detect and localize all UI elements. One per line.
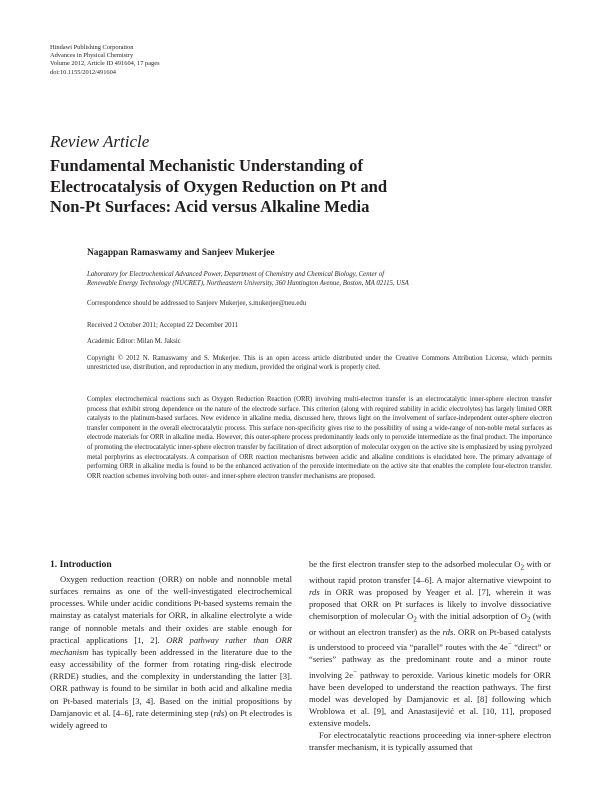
intro-paragraph-2: For electrocatalytic reactions proceeding via inner-sphere electron transfer mechanism, it is typically assumed that <box>309 730 551 753</box>
abstract: Complex electrochemical reactions such as Oxygen Reduction Reaction (ORR) involving multi-electron transfer is an electrocatalytic inner-sphere electron transfer process that exhibit strong dependence on the nature of the electrode surface. This criterion (along with required stability in acidic electrolytes) has largely limited ORR catalysts to the platinum-based surfaces. New evidence in alkaline media, discussed here, throws light on the involvement of surface-independent outer-sphere electron transfer component in the overall electrocatalytic process. This surface non-specificity gives rise to the possibility of using a wide-range of non-noble metal surfaces as electrode materials for ORR in alkaline media. However, this outer-sphere process predominantly leads only to peroxide intermediate as the final product. The importance of promoting the electrocatalytic inner-sphere electron transfer by facilitation of direct adsorption of molecular oxygen on the active site is emphasized by using pyrolyzed metal porphyrins as electrocatalysts. A comparison of ORR reaction mechanisms between acidic and alkaline conditions is elucidated here. The primary advantage of performing ORR in alkaline media is found to be the enhanced activation of the peroxide intermediate on the active site that enables the complete four-electron transfer. ORR reaction schemes involving both outer- and inner-sphere electron transfer mechanisms are proposed. <box>87 396 552 480</box>
received-dates: Received 2 October 2011; Accepted 22 December 2011 <box>87 322 239 329</box>
intro-paragraph-1 <box>50 573 292 731</box>
article-type: Review Article <box>50 132 150 151</box>
paper-title <box>50 156 530 218</box>
superscript: − <box>507 640 512 649</box>
body-column-right <box>309 558 551 754</box>
title-line-3: Non-Pt Surfaces: Acid versus Alkaline Media <box>50 197 370 216</box>
emphasis-text: ORR pathway rather than ORR mechanism <box>50 634 293 657</box>
body-column-left <box>50 573 292 731</box>
title-line-2: Electrocatalysis of Oxygen Reduction on Pt and <box>50 176 388 196</box>
affiliation-line-1: Laboratory for Electrochemical Advanced Power, Department of Chemistry and Chemical Biology, Center of <box>87 271 385 278</box>
authors: Nagappan Ramaswamy and Sanjeev Mukerjee <box>87 248 275 258</box>
emphasis-text: rds <box>213 707 225 718</box>
academic-editor: Academic Editor: Milan M. Jaksic <box>87 338 181 345</box>
publisher-name: Hindawi Publishing Corporation <box>50 44 134 51</box>
text-run: has typically been addressed in the literature due to the easy accessibility of the former from rotating ring-disk electrode (RRDE) studies, and the complexity in understanding the latter [3]. ORR pathway is found to be similar in both acid and alkaline media on Pt-based materials [3, 4]. Based on the initial propositions by Damjanovic et al. [4–6], rate determining step ( <box>50 646 292 718</box>
text-run: ) on Pt electrodes is widely agreed to <box>50 707 292 730</box>
text-run: . ORR on Pt-based catalysts is understood to proceed via “parallel” routes with the 4e <box>309 627 551 653</box>
intro-paragraph-1-cont <box>309 558 551 729</box>
section-heading: 1. Introduction <box>50 559 112 570</box>
subscript: 2 <box>413 616 417 625</box>
text-run: with the initial adsorption of O <box>416 611 527 622</box>
copyright-notice: Copyright © 2012 N. Ramaswamy and S. Mukerjee. This is an open access article distributed under the Creative Commons Attribution License, which permits unrestricted use, distribution, and reproduction in any medium, provided the original work is properly cited. <box>87 355 552 372</box>
text-run: be the first electron transfer step to the adsorbed molecular O <box>309 559 521 569</box>
affiliation-line-2: Renewable Energy Technology (NUCRET), Northeastern University, 360 Huntington Avenue, Boston, MA 02115, USA <box>87 280 409 288</box>
text-run: pathway to peroxide. Various kinetic models for ORR have been developed to understand the reaction pathways. The first model was developed by Damjanovic et al. [8] following which Wroblowa et al. [9], and Anastasijević et al. [10, 11], proposed extensive models. <box>309 669 551 729</box>
volume-info: Volume 2012, Article ID 491604, 17 pages <box>50 60 160 68</box>
subscript: 2 <box>520 563 525 572</box>
text-run: with or without rapid proton transfer [4–6]. A major alternative viewpoint to <box>309 559 551 585</box>
emphasis-text: rds <box>442 627 454 638</box>
title-line-1: Fundamental Mechanistic Understanding of <box>50 156 363 175</box>
text-run: “direct” or “series” pathway as the predominant route and a minor route involving 2e <box>309 642 551 680</box>
publisher-info <box>50 44 160 77</box>
text-run: (with or without an electron transfer) as the <box>309 611 551 638</box>
superscript: − <box>353 667 358 676</box>
journal-name: Advances in Physical Chemistry <box>50 52 134 60</box>
correspondence: Correspondence should be addressed to Sanjeev Mukerjee, s.mukerjee@neu.edu <box>87 300 307 307</box>
doi: doi:10.1155/2012/491604 <box>50 68 116 76</box>
subscript: 2 <box>526 616 531 625</box>
text-run: in ORR was proposed by Yeager et al. [7], wherein it was proposed that ORR on Pt surfaces is likely to involve dissociative chemisorption of molecular O <box>309 587 551 622</box>
text-run: Oxygen reduction reaction (ORR) on noble and nonnoble metal surfaces remains as one of the well-investigated electrochemical processes. While under acidic conditions Pt-based systems remain the mainstay as catalyst materials for ORR, in alkaline electrolyte a wide range of nonnoble metals and their oxides are stable enough for practical applications [1, 2]. <box>50 574 292 645</box>
emphasis-text: rds <box>309 587 320 598</box>
affiliation <box>87 270 557 289</box>
